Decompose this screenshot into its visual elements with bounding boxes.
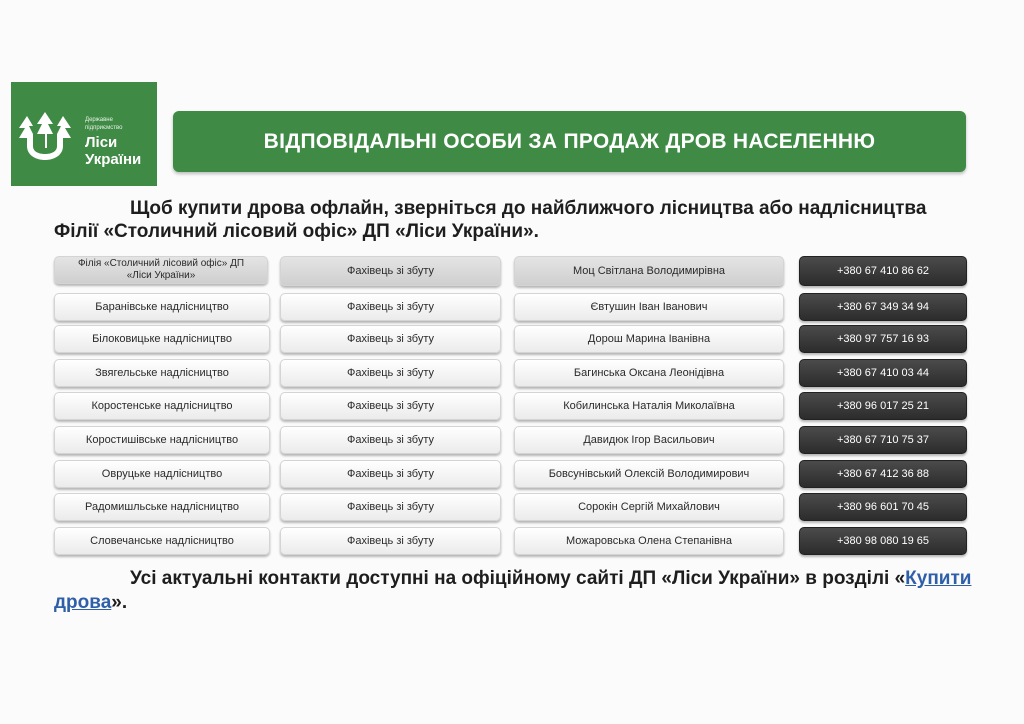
unit-cell: Коростишівське надлісництво [54, 426, 270, 454]
tree-logo-icon [17, 110, 79, 162]
role-cell: Фахівець зі збуту [280, 325, 501, 353]
role-cell: Фахівець зі збуту [280, 293, 501, 321]
phone-cell: +380 67 710 75 37 [799, 426, 967, 454]
person-cell: Моц Світлана Володимирівна [514, 256, 784, 286]
person-cell: Можаровська Олена Степанівна [514, 527, 784, 555]
phone-cell: +380 96 017 25 21 [799, 392, 967, 420]
role-cell: Фахівець зі збуту [280, 359, 501, 387]
buy-firewood-link[interactable]: Купити дрова [54, 568, 972, 613]
role-cell: Фахівець зі збуту [280, 426, 501, 454]
header-banner [173, 111, 966, 172]
table-row [0, 493, 1024, 523]
phone-cell: +380 96 601 70 45 [799, 493, 967, 521]
unit-cell: Овруцьке надлісництво [54, 460, 270, 488]
unit-cell: Звягельське надлісництво [54, 359, 270, 387]
phone-cell: +380 67 410 03 44 [799, 359, 967, 387]
role-cell: Фахівець зі збуту [280, 392, 501, 420]
table-row [0, 325, 1024, 355]
phone-cell: +380 67 349 34 94 [799, 293, 967, 321]
phone-cell: +380 67 412 36 88 [799, 460, 967, 488]
unit-cell: Філія «Столичний лісовий офіс» ДП «Ліси України» [54, 256, 268, 284]
table-row [0, 256, 1024, 286]
table-row [0, 359, 1024, 389]
logo-name-line-1: Ліси [85, 134, 118, 151]
phone-cell: +380 67 410 86 62 [799, 256, 967, 286]
person-cell: Бовсунівський Олексій Володимирович [514, 460, 784, 488]
person-cell: Багинська Оксана Леонідівна [514, 359, 784, 387]
role-cell: Фахівець зі збуту [280, 527, 501, 555]
person-cell: Кобилинська Наталія Миколаївна [514, 392, 784, 420]
table-row [0, 293, 1024, 323]
role-cell: Фахівець зі збуту [280, 460, 501, 488]
logo-name-line-2: України [85, 151, 142, 168]
brand-logo [11, 82, 157, 186]
unit-cell: Білоковицьке надлісництво [54, 325, 270, 353]
person-cell: Дорош Марина Іванівна [514, 325, 784, 353]
unit-cell: Словечанське надлісництво [54, 527, 270, 555]
person-cell: Давидюк Ігор Васильович [514, 426, 784, 454]
role-cell: Фахівець зі збуту [280, 256, 501, 286]
unit-cell: Радомишльське надлісництво [54, 493, 270, 521]
phone-cell: +380 98 080 19 65 [799, 527, 967, 555]
unit-cell: Баранівське надлісництво [54, 293, 270, 321]
table-row [0, 527, 1024, 557]
phone-cell: +380 97 757 16 93 [799, 325, 967, 353]
intro-text: Щоб купити дрова офлайн, зверніться до найближчого лісництва або надлісництва Філії «Столичний лісовий офіс» ДП «Ліси України». [54, 198, 927, 242]
role-cell: Фахівець зі збуту [280, 493, 501, 521]
person-cell: Сорокін Сергій Михайлович [514, 493, 784, 521]
person-cell: Євтушин Іван Іванович [514, 293, 784, 321]
logo-small-line-1: Державне [85, 117, 113, 123]
outro-text-after: ». [111, 592, 128, 613]
outro-text [54, 567, 974, 615]
table-row [0, 460, 1024, 490]
table-row [0, 426, 1024, 456]
table-row [0, 392, 1024, 422]
outro-text-before: Усі актуальні контакти доступні на офіційному сайті ДП «Ліси України» в розділі « [130, 568, 906, 589]
unit-cell: Коростенське надлісництво [54, 392, 270, 420]
logo-small-line-2: підприємство [85, 125, 123, 131]
page-title: ВІДПОВІДАЛЬНІ ОСОБИ ЗА ПРОДАЖ ДРОВ НАСЕЛЕННЮ [263, 129, 876, 153]
